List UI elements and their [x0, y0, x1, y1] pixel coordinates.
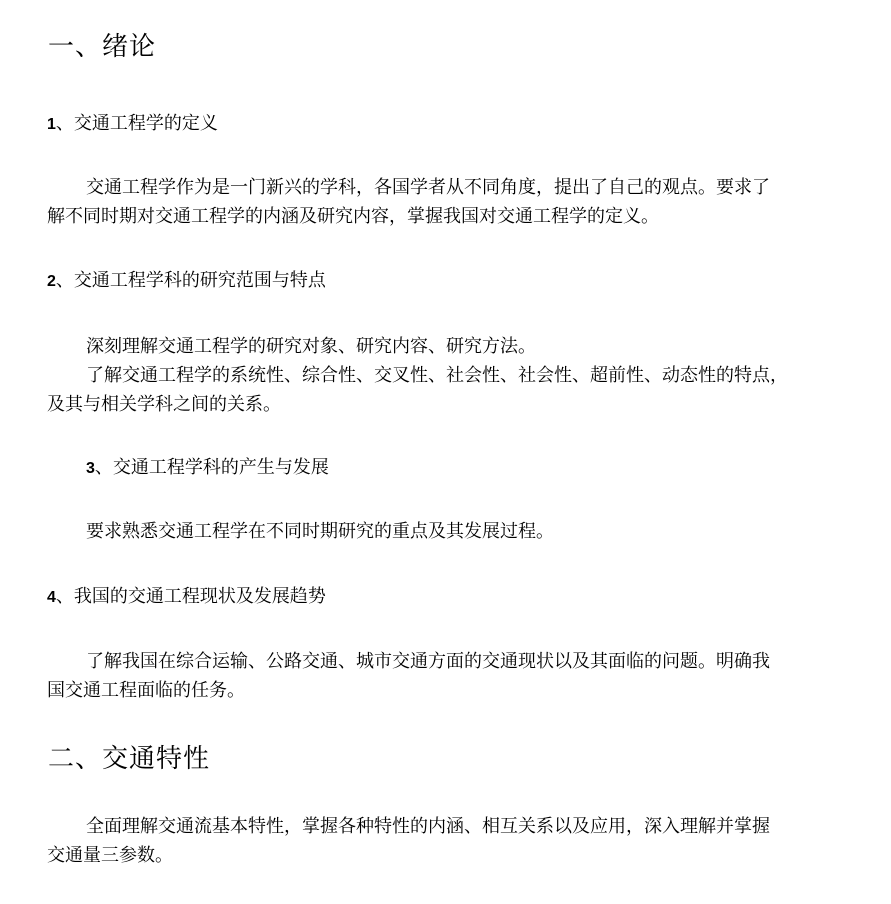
subsection-title: 、我国的交通工程现状及发展趋势	[55, 586, 326, 607]
subsection-title: 、交通工程学的定义	[55, 113, 218, 134]
paragraph-line: 解不同时期对交通工程学的内涵及研究内容，掌握我国对交通工程学的定义。	[47, 206, 659, 227]
subsection-title: 、交通工程学科的产生与发展	[94, 457, 329, 478]
paragraph	[47, 647, 827, 705]
paragraph-line: 交通工程学作为是一门新兴的学科，各国学者从不同角度，提出了自己的观点。要求了	[86, 177, 770, 198]
paragraph-line: 了解我国在综合运输、公路交通、城市交通方面的交通现状以及其面临的问题。明确我	[86, 651, 770, 672]
subsection-title: 、交通工程学科的研究范围与特点	[55, 270, 326, 291]
paragraph-line: 交通量三参数。	[47, 845, 173, 866]
subsection-heading	[47, 269, 326, 294]
subsection-number: 1	[47, 116, 56, 133]
subsection-number: 3	[86, 460, 95, 477]
section-heading: 一、绪论	[48, 32, 157, 62]
paragraph-line: 深刻理解交通工程学的研究对象、研究内容、研究方法。	[86, 336, 536, 357]
paragraph	[47, 173, 827, 231]
paragraph-line: 了解交通工程学的系统性、综合性、交叉性、社会性、社会性、超前性、动态性的特点，	[86, 365, 788, 386]
subsection-heading	[47, 112, 218, 137]
subsection-heading	[86, 456, 329, 481]
paragraph	[47, 812, 827, 870]
paragraph-line: 全面理解交通流基本特性，掌握各种特性的内涵、相互关系以及应用，深入理解并掌握	[86, 816, 770, 837]
paragraph-line: 要求熟悉交通工程学在不同时期研究的重点及其发展过程。	[86, 521, 554, 542]
subsection-number: 2	[47, 273, 56, 290]
paragraph-line: 及其与相关学科之间的关系。	[47, 394, 281, 415]
subsection-number: 4	[47, 589, 56, 606]
subsection-heading	[47, 585, 326, 610]
section-heading: 二、交通特性	[48, 744, 211, 774]
paragraph	[47, 517, 827, 546]
paragraph	[47, 332, 827, 419]
paragraph-line: 国交通工程面临的任务。	[47, 680, 245, 701]
